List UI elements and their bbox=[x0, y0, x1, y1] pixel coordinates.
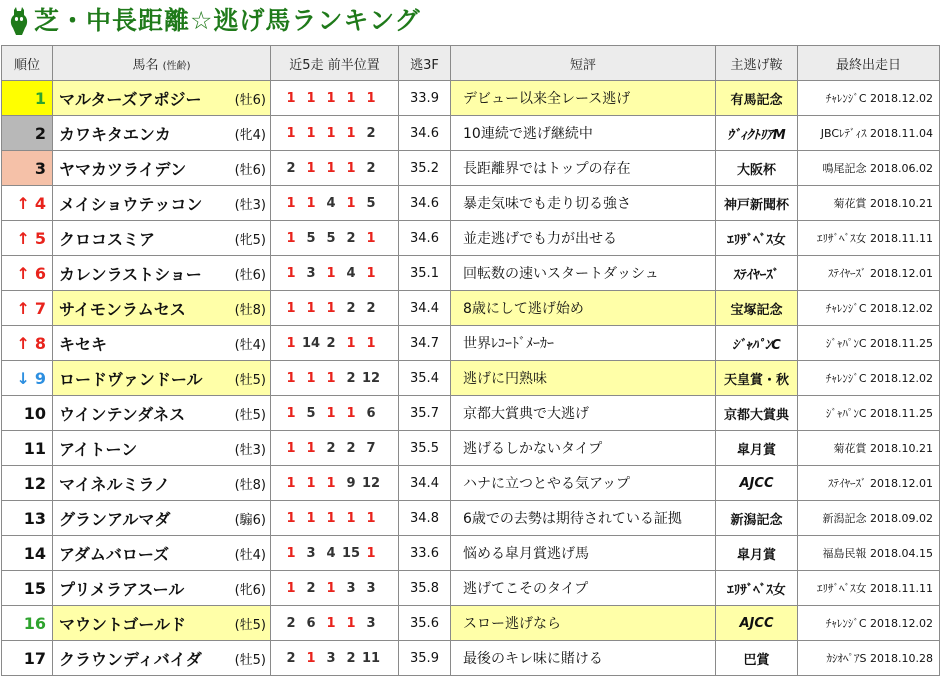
race-cell: AJCC bbox=[716, 466, 798, 501]
horse-name-cell bbox=[53, 641, 271, 676]
horse-name-cell bbox=[53, 326, 271, 361]
sex-age: (牡6) bbox=[234, 163, 266, 178]
position-value: 2 bbox=[306, 580, 316, 596]
position-value: 3 bbox=[306, 545, 316, 561]
race-cell: ｴﾘｻﾞﾍﾞｽ女 bbox=[716, 571, 798, 606]
position-value: 15 bbox=[341, 545, 361, 561]
position-value: 2 bbox=[366, 160, 376, 176]
rank-number: 16 bbox=[23, 613, 46, 633]
horse-name: カレンラストショー bbox=[59, 264, 202, 284]
rank-cell bbox=[2, 396, 53, 431]
sex-age: (牝6) bbox=[234, 583, 266, 598]
position-value: 1 bbox=[346, 195, 356, 211]
last-race-cell: ｼﾞｬﾊﾟﾝC 2018.11.25 bbox=[798, 396, 940, 431]
position-value: 1 bbox=[286, 545, 296, 561]
sex-age: (牝5) bbox=[234, 233, 266, 248]
position-value: 1 bbox=[346, 615, 356, 631]
position-value: 1 bbox=[366, 230, 376, 246]
position-value: 1 bbox=[306, 440, 316, 456]
sex-age: (騸6) bbox=[234, 513, 266, 528]
position-value: 5 bbox=[306, 405, 316, 421]
position-value: 2 bbox=[286, 160, 296, 176]
position-value: 1 bbox=[326, 405, 336, 421]
horse-name: プリメラアスール bbox=[59, 579, 185, 599]
rank-cell bbox=[2, 641, 53, 676]
position-value: 2 bbox=[326, 440, 336, 456]
header-name-label: 馬名 bbox=[132, 57, 159, 73]
position-value: 2 bbox=[346, 230, 356, 246]
position-value: 1 bbox=[306, 125, 316, 141]
time-cell: 33.6 bbox=[399, 536, 451, 571]
position-value: 2 bbox=[346, 370, 356, 386]
race-cell: ｳﾞｨｸﾄﾘｱM bbox=[716, 116, 798, 151]
position-value: 1 bbox=[346, 125, 356, 141]
header-rank: 順位 bbox=[2, 46, 53, 81]
position-value: 1 bbox=[306, 510, 316, 526]
rank-number: 15 bbox=[23, 578, 46, 598]
comment-cell: 京都大賞典で大逃げ bbox=[451, 396, 716, 431]
position-value: 4 bbox=[326, 545, 336, 561]
sex-age: (牡6) bbox=[234, 268, 266, 283]
position-value: 1 bbox=[326, 160, 336, 176]
horse-name-cell bbox=[53, 466, 271, 501]
position-value: 1 bbox=[286, 90, 296, 106]
comment-cell: 暴走気味でも走り切る強さ bbox=[451, 186, 716, 221]
horse-name: ウインテンダネス bbox=[59, 404, 186, 424]
comment-cell: 逃げに円熟味 bbox=[451, 361, 716, 396]
position-value: 1 bbox=[346, 405, 356, 421]
comment-cell: 長距離界ではトップの存在 bbox=[451, 151, 716, 186]
rank-number: 1 bbox=[34, 88, 46, 108]
rank-cell bbox=[2, 291, 53, 326]
race-cell: 巴賞 bbox=[716, 641, 798, 676]
position-value: 2 bbox=[366, 300, 376, 316]
position-value: 6 bbox=[306, 615, 316, 631]
header-positions: 近5走 前半位置 bbox=[271, 46, 399, 81]
rank-number: 8 bbox=[34, 333, 46, 353]
position-value: 1 bbox=[366, 335, 376, 351]
position-value: 1 bbox=[286, 440, 296, 456]
horse-name: マルターズアポジー bbox=[59, 89, 202, 109]
positions-cell bbox=[271, 571, 399, 606]
table-row bbox=[2, 536, 940, 571]
rank-number: 4 bbox=[34, 193, 46, 213]
race-cell: 京都大賞典 bbox=[716, 396, 798, 431]
position-value: 1 bbox=[286, 265, 296, 281]
position-value: 2 bbox=[346, 650, 356, 666]
horse-name: クラウンディバイダ bbox=[59, 649, 202, 669]
page-title: 芝・中長距離☆逃げ馬ランキング bbox=[34, 6, 421, 35]
table-row bbox=[2, 606, 940, 641]
position-value: 14 bbox=[301, 335, 321, 351]
horse-name: マウントゴールド bbox=[59, 614, 187, 634]
horse-name-cell bbox=[53, 81, 271, 116]
rank-number: 2 bbox=[34, 123, 46, 143]
position-value: 6 bbox=[366, 405, 376, 421]
last-race-cell: 新潟記念 2018.09.02 bbox=[798, 501, 940, 536]
race-cell: 天皇賞・秋 bbox=[716, 361, 798, 396]
rank-cell bbox=[2, 326, 53, 361]
position-value: 2 bbox=[346, 440, 356, 456]
position-value: 5 bbox=[306, 230, 316, 246]
position-value: 1 bbox=[346, 335, 356, 351]
horse-name-cell bbox=[53, 431, 271, 466]
rank-number: 13 bbox=[23, 508, 46, 528]
table-row bbox=[2, 151, 940, 186]
horse-name: メイショウテッコン bbox=[59, 194, 203, 214]
sex-age: (牡8) bbox=[234, 478, 266, 493]
position-value: 1 bbox=[326, 615, 336, 631]
comment-cell: デビュー以来全レース逃げ bbox=[451, 81, 716, 116]
last-race-cell: ﾁｬﾚﾝｼﾞC 2018.12.02 bbox=[798, 81, 940, 116]
horse-name: クロコスミア bbox=[59, 229, 156, 249]
arrow-up-icon: ↑ bbox=[16, 263, 30, 283]
horse-name: アダムバローズ bbox=[59, 544, 170, 564]
positions-cell bbox=[271, 186, 399, 221]
positions-cell bbox=[271, 326, 399, 361]
horse-name: カワキタエンカ bbox=[59, 124, 171, 144]
position-value: 12 bbox=[361, 370, 381, 386]
table-row bbox=[2, 291, 940, 326]
horse-name-cell bbox=[53, 396, 271, 431]
time-cell: 34.4 bbox=[399, 466, 451, 501]
last-race-cell: ﾁｬﾚﾝｼﾞC 2018.12.02 bbox=[798, 606, 940, 641]
table-row bbox=[2, 431, 940, 466]
position-value: 1 bbox=[346, 510, 356, 526]
rank-cell bbox=[2, 186, 53, 221]
position-value: 1 bbox=[326, 475, 336, 491]
last-race-cell: ﾁｬﾚﾝｼﾞC 2018.12.02 bbox=[798, 361, 940, 396]
header-row bbox=[2, 46, 940, 81]
positions-cell bbox=[271, 536, 399, 571]
last-race-cell: 菊花賞 2018.10.21 bbox=[798, 431, 940, 466]
horse-name: マイネルミラノ bbox=[59, 474, 171, 494]
comment-cell: 6歳での去勢は期待されている証拠 bbox=[451, 501, 716, 536]
sex-age: (牡5) bbox=[234, 408, 266, 423]
race-cell: 有馬記念 bbox=[716, 81, 798, 116]
position-value: 3 bbox=[346, 580, 356, 596]
rank-cell bbox=[2, 466, 53, 501]
position-value: 3 bbox=[326, 650, 336, 666]
time-cell: 35.1 bbox=[399, 256, 451, 291]
table-row bbox=[2, 81, 940, 116]
position-value: 2 bbox=[346, 300, 356, 316]
time-cell: 34.7 bbox=[399, 326, 451, 361]
position-value: 1 bbox=[306, 195, 316, 211]
arrow-up-icon: ↑ bbox=[16, 333, 30, 353]
rank-cell bbox=[2, 221, 53, 256]
last-race-cell: JBCﾚﾃﾞｨｽ 2018.11.04 bbox=[798, 116, 940, 151]
title-bar bbox=[0, 0, 941, 44]
positions-cell bbox=[271, 501, 399, 536]
header-time: 逃3F bbox=[399, 46, 451, 81]
position-value: 2 bbox=[286, 615, 296, 631]
position-value: 1 bbox=[286, 370, 296, 386]
sex-age: (牡5) bbox=[234, 373, 266, 388]
horse-name-cell bbox=[53, 221, 271, 256]
horse-name-cell bbox=[53, 361, 271, 396]
rank-number: 17 bbox=[23, 648, 46, 668]
table-row bbox=[2, 186, 940, 221]
sex-age: (牡3) bbox=[234, 198, 266, 213]
positions-cell bbox=[271, 256, 399, 291]
position-value: 12 bbox=[361, 475, 381, 491]
last-race-cell: ｽﾃｲﾔｰｽﾞ 2018.12.01 bbox=[798, 466, 940, 501]
horse-name: グランアルマダ bbox=[59, 509, 171, 529]
position-value: 1 bbox=[286, 335, 296, 351]
time-cell: 35.9 bbox=[399, 641, 451, 676]
horse-name: ロードヴァンドール bbox=[59, 369, 203, 389]
rank-cell bbox=[2, 606, 53, 641]
arrow-up-icon: ↑ bbox=[16, 298, 30, 318]
position-value: 1 bbox=[306, 475, 316, 491]
last-race-cell: ｶｼｵﾍﾟｱS 2018.10.28 bbox=[798, 641, 940, 676]
last-race-cell: ﾁｬﾚﾝｼﾞC 2018.12.02 bbox=[798, 291, 940, 326]
position-value: 1 bbox=[366, 510, 376, 526]
rank-number: 10 bbox=[23, 403, 46, 423]
position-value: 2 bbox=[366, 125, 376, 141]
position-value: 1 bbox=[366, 265, 376, 281]
position-value: 3 bbox=[366, 580, 376, 596]
positions-cell bbox=[271, 151, 399, 186]
arrow-down-icon: ↓ bbox=[16, 368, 30, 388]
race-cell: 皐月賞 bbox=[716, 431, 798, 466]
table-row bbox=[2, 396, 940, 431]
rank-cell bbox=[2, 256, 53, 291]
comment-cell: 悩める皐月賞逃げ馬 bbox=[451, 536, 716, 571]
last-race-cell: ｽﾃｲﾔｰｽﾞ 2018.12.01 bbox=[798, 256, 940, 291]
position-value: 1 bbox=[326, 580, 336, 596]
horse-name-cell bbox=[53, 256, 271, 291]
rank-cell bbox=[2, 361, 53, 396]
positions-cell bbox=[271, 291, 399, 326]
positions-cell bbox=[271, 81, 399, 116]
position-value: 5 bbox=[366, 195, 376, 211]
time-cell: 34.6 bbox=[399, 116, 451, 151]
time-cell: 35.8 bbox=[399, 571, 451, 606]
position-value: 1 bbox=[326, 370, 336, 386]
comment-cell: 回転数の速いスタートダッシュ bbox=[451, 256, 716, 291]
positions-cell bbox=[271, 606, 399, 641]
table-row bbox=[2, 641, 940, 676]
time-cell: 35.2 bbox=[399, 151, 451, 186]
table-row bbox=[2, 326, 940, 361]
horse-name: サイモンラムセス bbox=[59, 299, 186, 319]
race-cell: ｽﾃｲﾔｰｽﾞ bbox=[716, 256, 798, 291]
header-race: 主逃げ鞍 bbox=[716, 46, 798, 81]
ranking-table bbox=[1, 45, 940, 676]
comment-cell: 逃げてこそのタイプ bbox=[451, 571, 716, 606]
sex-age: (牡5) bbox=[234, 653, 266, 668]
sex-age: (牡3) bbox=[234, 443, 266, 458]
position-value: 1 bbox=[286, 195, 296, 211]
position-value: 1 bbox=[306, 650, 316, 666]
sex-age: (牡5) bbox=[234, 618, 266, 633]
horse-name-cell bbox=[53, 606, 271, 641]
race-cell: 大阪杯 bbox=[716, 151, 798, 186]
positions-cell bbox=[271, 466, 399, 501]
comment-cell: 10連続で逃げ継続中 bbox=[451, 116, 716, 151]
rank-number: 9 bbox=[34, 368, 46, 388]
last-race-cell: ｴﾘｻﾞﾍﾞｽ女 2018.11.11 bbox=[798, 221, 940, 256]
time-cell: 34.4 bbox=[399, 291, 451, 326]
comment-cell: 並走逃げでも力が出せる bbox=[451, 221, 716, 256]
horse-name: キセキ bbox=[59, 334, 108, 354]
rank-cell bbox=[2, 571, 53, 606]
time-cell: 34.6 bbox=[399, 221, 451, 256]
sex-age: (牡6) bbox=[234, 93, 266, 108]
position-value: 1 bbox=[286, 580, 296, 596]
rank-number: 14 bbox=[23, 543, 46, 563]
horse-name-cell bbox=[53, 571, 271, 606]
position-value: 2 bbox=[326, 335, 336, 351]
time-cell: 34.8 bbox=[399, 501, 451, 536]
horse-name-cell bbox=[53, 151, 271, 186]
race-cell: 新潟記念 bbox=[716, 501, 798, 536]
sex-age: (牡8) bbox=[234, 303, 266, 318]
sex-age: (牡4) bbox=[234, 548, 266, 563]
position-value: 5 bbox=[326, 230, 336, 246]
rank-cell bbox=[2, 116, 53, 151]
position-value: 1 bbox=[286, 300, 296, 316]
horse-name-cell bbox=[53, 186, 271, 221]
time-cell: 35.5 bbox=[399, 431, 451, 466]
comment-cell: 8歳にして逃げ始め bbox=[451, 291, 716, 326]
table-row bbox=[2, 501, 940, 536]
position-value: 3 bbox=[366, 615, 376, 631]
arrow-up-icon: ↑ bbox=[16, 228, 30, 248]
comment-cell: スロー逃げなら bbox=[451, 606, 716, 641]
position-value: 1 bbox=[286, 510, 296, 526]
position-value: 9 bbox=[346, 475, 356, 491]
position-value: 1 bbox=[326, 510, 336, 526]
horse-name-cell bbox=[53, 501, 271, 536]
horse-name-cell bbox=[53, 116, 271, 151]
position-value: 7 bbox=[366, 440, 376, 456]
time-cell: 35.6 bbox=[399, 606, 451, 641]
position-value: 1 bbox=[326, 125, 336, 141]
last-race-cell: 鳴尾記念 2018.06.02 bbox=[798, 151, 940, 186]
positions-cell bbox=[271, 221, 399, 256]
rank-number: 7 bbox=[34, 298, 46, 318]
table-row bbox=[2, 256, 940, 291]
position-value: 1 bbox=[326, 90, 336, 106]
position-value: 1 bbox=[326, 265, 336, 281]
position-value: 1 bbox=[286, 125, 296, 141]
time-cell: 33.9 bbox=[399, 81, 451, 116]
comment-cell: 逃げるしかないタイプ bbox=[451, 431, 716, 466]
race-cell: 皐月賞 bbox=[716, 536, 798, 571]
rank-number: 6 bbox=[34, 263, 46, 283]
positions-cell bbox=[271, 431, 399, 466]
comment-cell: ハナに立つとやる気アップ bbox=[451, 466, 716, 501]
comment-cell: 世界ﾚｺｰﾄﾞﾒｰｶｰ bbox=[451, 326, 716, 361]
position-value: 1 bbox=[306, 90, 316, 106]
positions-cell bbox=[271, 361, 399, 396]
race-cell: ｴﾘｻﾞﾍﾞｽ女 bbox=[716, 221, 798, 256]
last-race-cell: 福島民報 2018.04.15 bbox=[798, 536, 940, 571]
positions-cell bbox=[271, 396, 399, 431]
position-value: 1 bbox=[306, 370, 316, 386]
position-value: 11 bbox=[361, 650, 381, 666]
sex-age: (牡4) bbox=[234, 338, 266, 353]
table-body bbox=[2, 81, 940, 676]
position-value: 3 bbox=[306, 265, 316, 281]
horse-name: アイトーン bbox=[59, 439, 138, 459]
last-race-cell: ｴﾘｻﾞﾍﾞｽ女 2018.11.11 bbox=[798, 571, 940, 606]
time-cell: 35.7 bbox=[399, 396, 451, 431]
table-row bbox=[2, 571, 940, 606]
sex-age: (牝4) bbox=[234, 128, 266, 143]
time-cell: 35.4 bbox=[399, 361, 451, 396]
position-value: 2 bbox=[286, 650, 296, 666]
position-value: 1 bbox=[286, 405, 296, 421]
rank-cell bbox=[2, 536, 53, 571]
position-value: 1 bbox=[366, 545, 376, 561]
positions-cell bbox=[271, 116, 399, 151]
position-value: 1 bbox=[346, 90, 356, 106]
race-cell: ｼﾞｬﾊﾟﾝC bbox=[716, 326, 798, 361]
position-value: 1 bbox=[306, 300, 316, 316]
rank-cell bbox=[2, 501, 53, 536]
header-last: 最終出走日 bbox=[798, 46, 940, 81]
position-value: 4 bbox=[326, 195, 336, 211]
rank-number: 11 bbox=[23, 438, 46, 458]
last-race-cell: ｼﾞｬﾊﾟﾝC 2018.11.25 bbox=[798, 326, 940, 361]
table-row bbox=[2, 361, 940, 396]
position-value: 1 bbox=[326, 300, 336, 316]
position-value: 4 bbox=[346, 265, 356, 281]
rank-cell bbox=[2, 431, 53, 466]
horse-name-cell bbox=[53, 536, 271, 571]
position-value: 1 bbox=[306, 160, 316, 176]
last-race-cell: 菊花賞 2018.10.21 bbox=[798, 186, 940, 221]
horse-name: ヤマカツライデン bbox=[59, 159, 187, 179]
rank-number: 3 bbox=[34, 158, 46, 178]
race-cell: 宝塚記念 bbox=[716, 291, 798, 326]
rank-cell bbox=[2, 151, 53, 186]
header-name-sub: (性齢) bbox=[162, 60, 191, 72]
arrow-up-icon: ↑ bbox=[16, 193, 30, 213]
header-comment: 短評 bbox=[451, 46, 716, 81]
time-cell: 34.6 bbox=[399, 186, 451, 221]
horse-head-icon bbox=[8, 7, 30, 37]
table-row bbox=[2, 116, 940, 151]
positions-cell bbox=[271, 641, 399, 676]
table-row bbox=[2, 221, 940, 256]
position-value: 1 bbox=[366, 90, 376, 106]
position-value: 1 bbox=[286, 230, 296, 246]
comment-cell: 最後のキレ味に賭ける bbox=[451, 641, 716, 676]
position-value: 1 bbox=[286, 475, 296, 491]
table-row bbox=[2, 466, 940, 501]
race-cell: AJCC bbox=[716, 606, 798, 641]
header-name bbox=[53, 46, 271, 81]
position-value: 1 bbox=[346, 160, 356, 176]
race-cell: 神戸新聞杯 bbox=[716, 186, 798, 221]
horse-name-cell bbox=[53, 291, 271, 326]
rank-number: 12 bbox=[23, 473, 46, 493]
rank-number: 5 bbox=[34, 228, 46, 248]
rank-cell bbox=[2, 81, 53, 116]
